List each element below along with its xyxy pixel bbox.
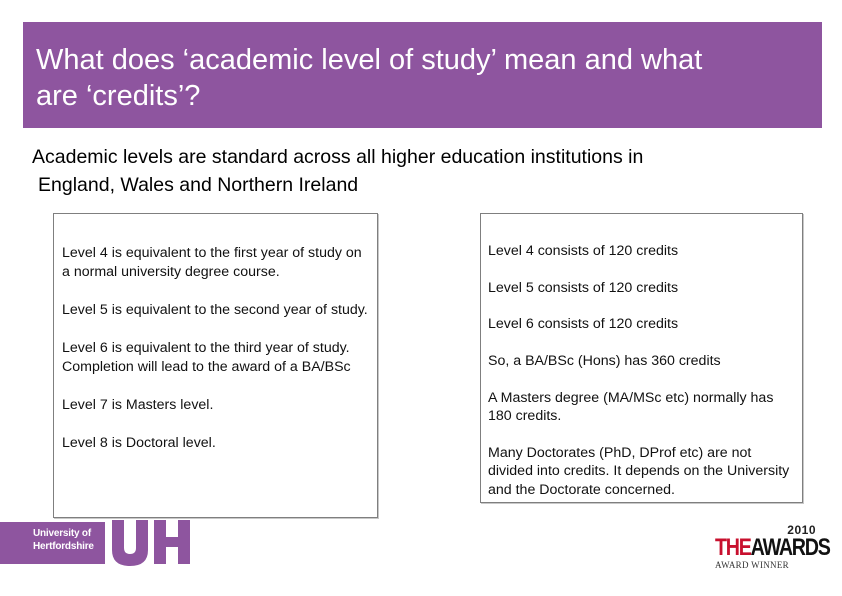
uh-letter-h (154, 520, 190, 564)
awards-subtitle: AWARD WINNER (715, 560, 789, 570)
credits-level-4: Level 4 consists of 120 credits (488, 243, 679, 259)
title-line-1: What does ‘academic level of study’ mean and what (36, 44, 703, 76)
credits-doctorates: Many Doctorates (PhD, DProf etc) are not divided into credits. It depends on the University and the Doctorate concerned. (488, 444, 790, 498)
level-4-text: Level 4 is equivalent to the first year of study on a normal university degree course. (62, 245, 362, 280)
credits-level-5: Level 5 consists of 120 credits (488, 279, 679, 296)
level-5-text: Level 5 is equivalent to the second year of study. (62, 302, 368, 318)
university-name-block (0, 522, 105, 564)
university-name-line-1: University of (33, 528, 91, 539)
university-name-line-2: Hertfordshire (33, 541, 94, 552)
university-logo (0, 520, 200, 570)
level-7-text: Level 7 is Masters level. (62, 397, 214, 413)
awards-badge (712, 523, 830, 574)
credits-masters: A Masters degree (MA/MSc etc) normally has 180 credits. (488, 389, 774, 425)
level-6-text: Level 6 is equivalent to the third year of study. Completion will lead to the award of a BA/BSc (62, 340, 351, 375)
level-8-text: Level 8 is Doctoral level. (62, 435, 216, 451)
title-line-2: are ‘credits’? (36, 80, 201, 112)
awards-the: THE (715, 534, 751, 561)
title-banner (23, 22, 822, 128)
levels-box (53, 213, 378, 518)
awards-year: 2010 (787, 523, 816, 537)
uh-letter-u (112, 520, 148, 566)
awards-title (715, 534, 830, 561)
intro-text (32, 143, 822, 199)
credits-box (480, 213, 803, 503)
uh-logo-mark (112, 520, 192, 566)
intro-line-2: England, Wales and Northern Ireland (38, 174, 359, 196)
intro-line-1: Academic levels are standard across all higher education institutions in (32, 146, 644, 168)
credits-bachelor: So, a BA/BSc (Hons) has 360 credits (488, 353, 721, 370)
credits-level-6: Level 6 consists of 120 credits (488, 316, 679, 333)
page-title (36, 42, 796, 114)
awards-word: AWARDS (750, 534, 830, 561)
